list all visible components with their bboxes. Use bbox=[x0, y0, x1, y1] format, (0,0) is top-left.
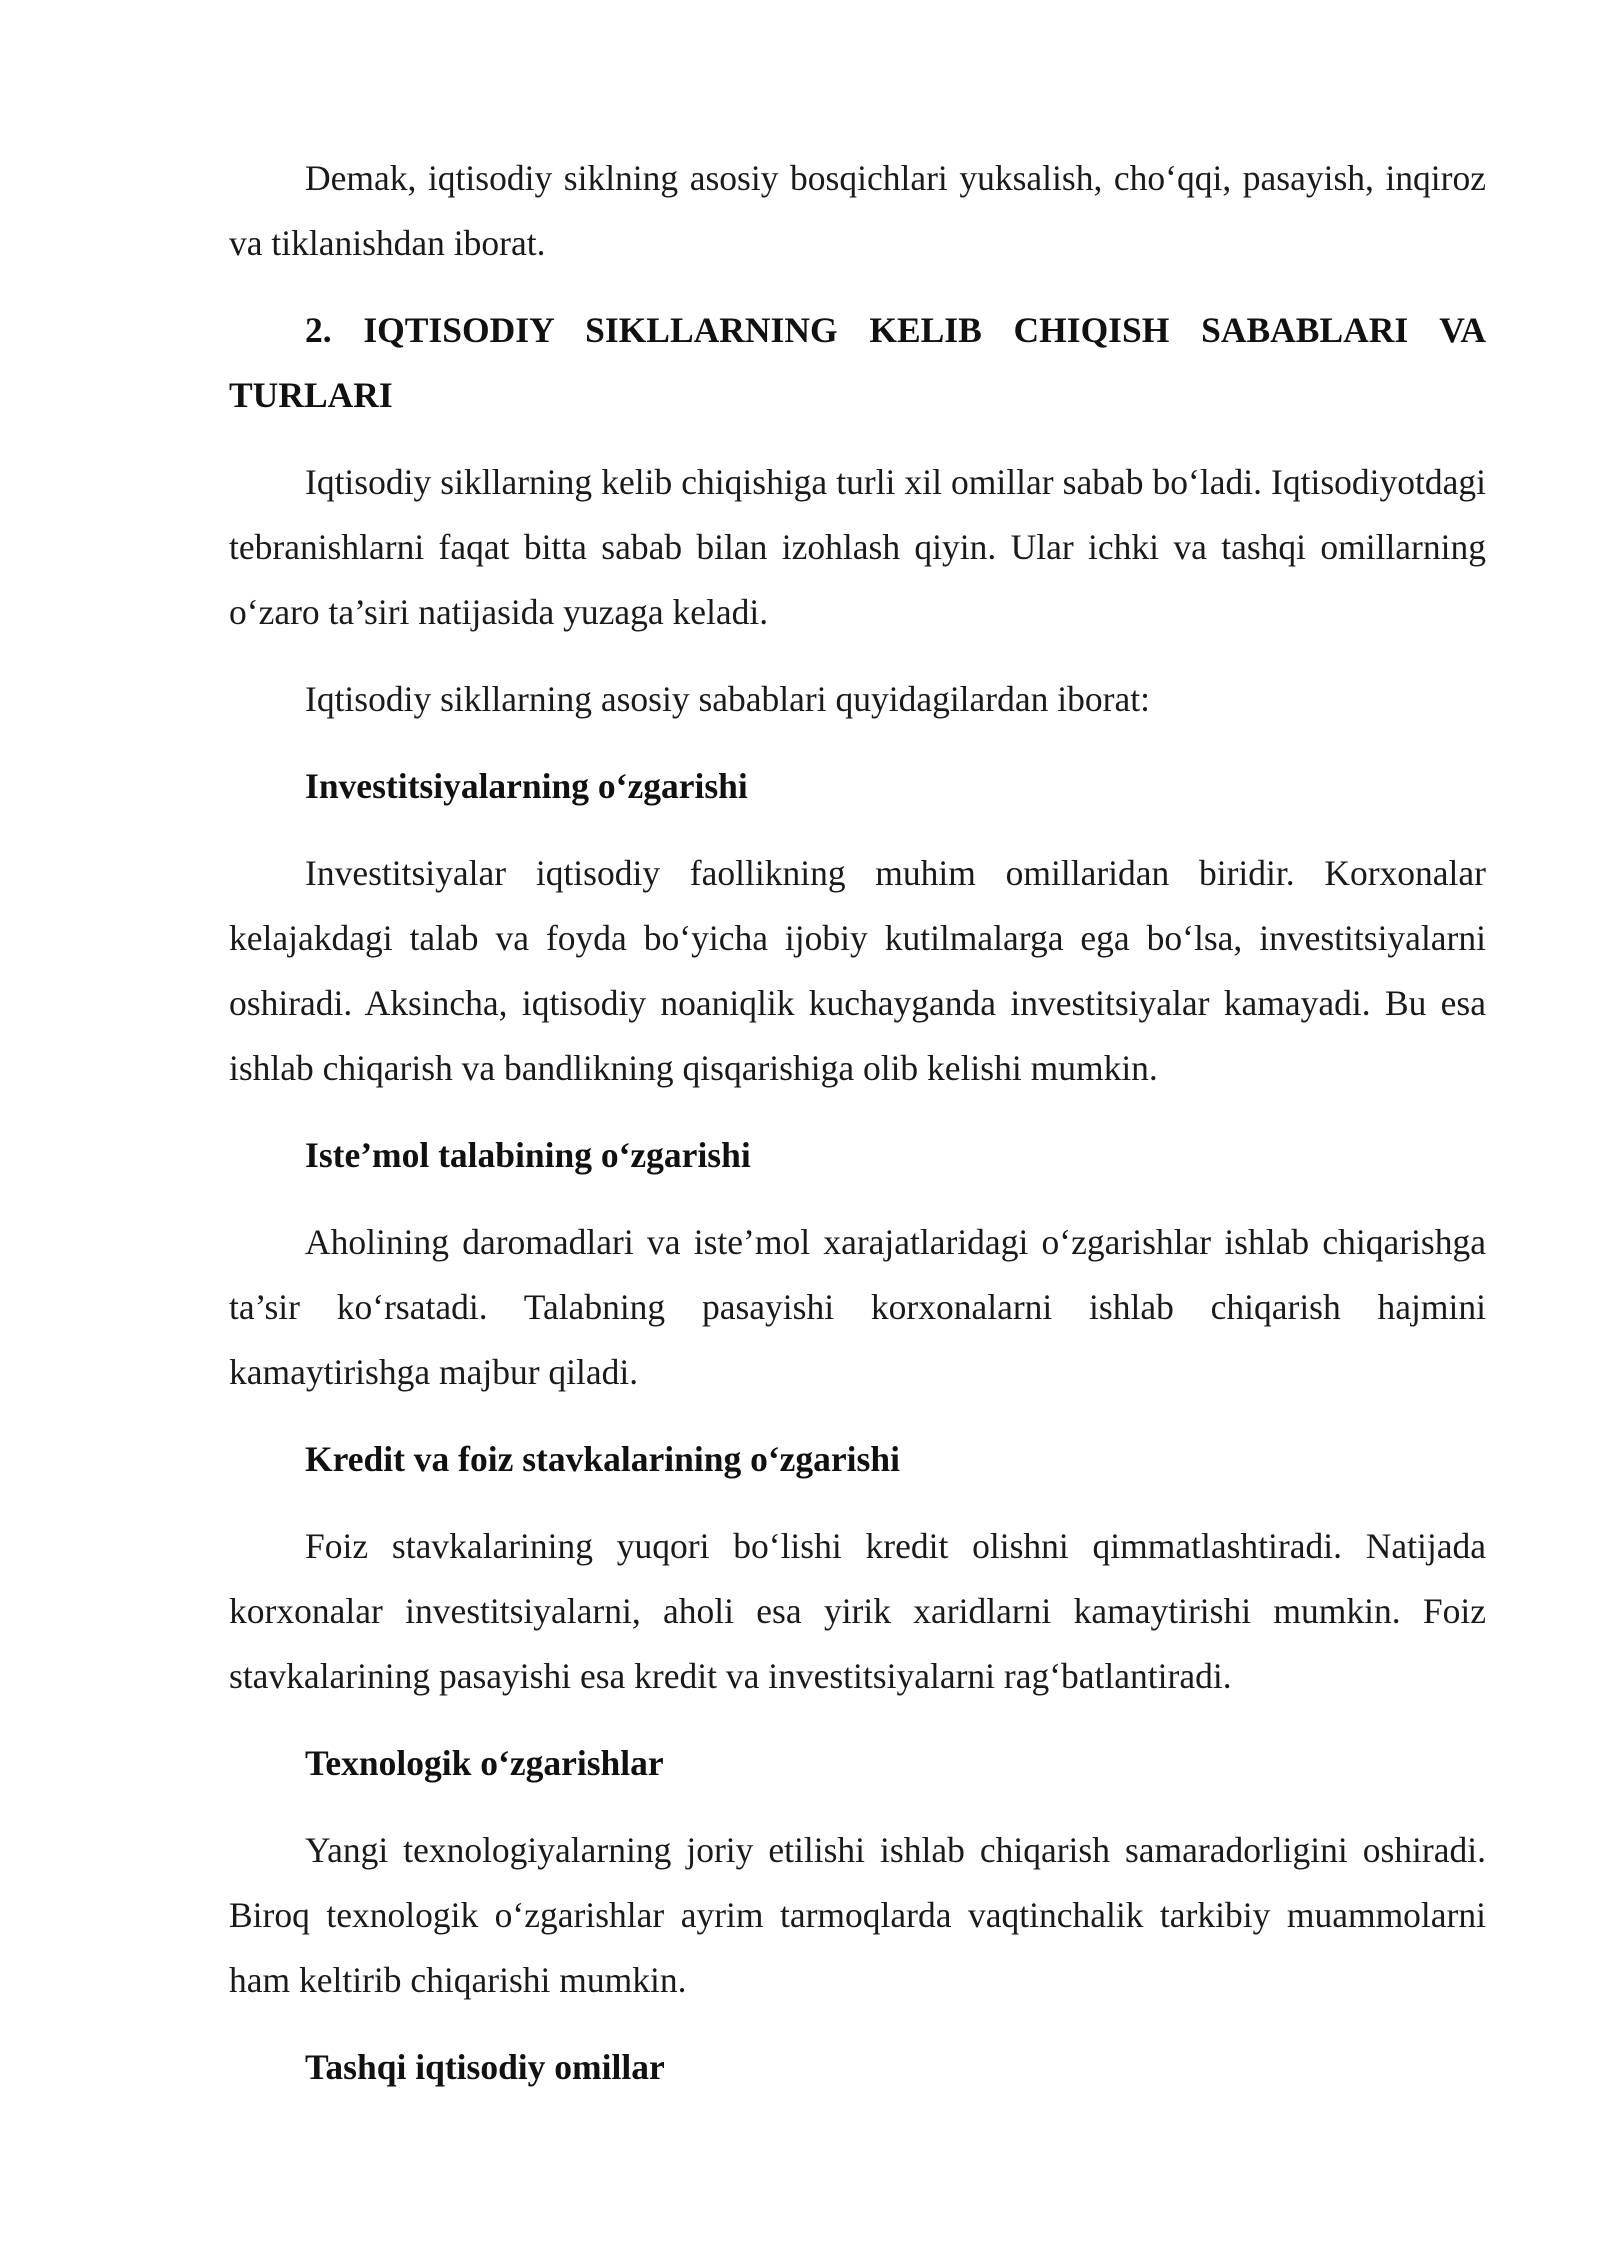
paragraph-intro: Iqtisodiy sikllarning kelib chiqishiga turli xil omillar sabab bo‘ladi. Iqtisodiyotdagi tebranishlarni faqat bitta sabab bilan izohlash qiyin. Ular ichki va tashqi omillarning o‘zaro ta’siri natijasida yuzaga keladi. bbox=[229, 462, 1486, 632]
paragraph-consumer-demand: Aholining daromadlari va iste’mol xarajatlaridagi o‘zgarishlar ishlab chiqarishga ta’sir ko‘rsatadi. Talabning pasayishi korxonalarni ishlab chiqarish hajmini kamaytirishga majbur qiladi. bbox=[229, 1222, 1486, 1392]
paragraph-list-lead: Iqtisodiy sikllarning asosiy sabablari quyidagilardan iborat: bbox=[305, 679, 1150, 719]
paragraph-technology: Yangi texnologiyalarning joriy etilishi ishlab chiqarish samaradorligini oshiradi. Biroq texnologik o‘zgarishlar ayrim tarmoqlarda vaqtinchalik tarkibiy muammolarni ham keltirib chiqarishi mumkin. bbox=[229, 1830, 1486, 2000]
subheading-investments: Investitsiyalarning o‘zgarishi bbox=[305, 766, 748, 806]
subheading-consumer-demand: Iste’mol talabining o‘zgarishi bbox=[305, 1135, 751, 1175]
subheading-external-factors: Tashqi iqtisodiy omillar bbox=[305, 2047, 665, 2087]
section-heading: 2. IQTISODIY SIKLLARNING KELIB CHIQISH SABABLARI VA TURLARI bbox=[229, 310, 1486, 415]
paragraph-investments: Investitsiyalar iqtisodiy faollikning muhim omillaridan biridir. Korxonalar kelajakdagi talab va foyda bo‘yicha ijobiy kutilmalarga ega bo‘lsa, investitsiyalarni oshiradi. Aksincha, iqtisodiy noaniqlik kuchayganda investitsiyalar kamayadi. Bu esa ishlab chiqarish va bandlikning qisqarishiga olib kelishi mumkin. bbox=[229, 853, 1486, 1088]
document-body bbox=[229, 146, 1486, 2122]
paragraph-summary: Demak, iqtisodiy siklning asosiy bosqichlari yuksalish, cho‘qqi, pasayish, inqiroz va tiklanishdan iborat. bbox=[229, 158, 1486, 263]
subheading-technology: Texnologik o‘zgarishlar bbox=[305, 1743, 664, 1783]
subheading-credit-interest: Kredit va foiz stavkalarining o‘zgarishi bbox=[305, 1439, 900, 1479]
paragraph-credit-interest: Foiz stavkalarining yuqori bo‘lishi kredit olishni qimmatlashtiradi. Natijada korxonalar investitsiyalarni, aholi esa yirik xaridlarni kamaytirishi mumkin. Foiz stavkalarining pasayishi esa kredit va investitsiyalarni rag‘batlantiradi. bbox=[229, 1526, 1486, 1696]
